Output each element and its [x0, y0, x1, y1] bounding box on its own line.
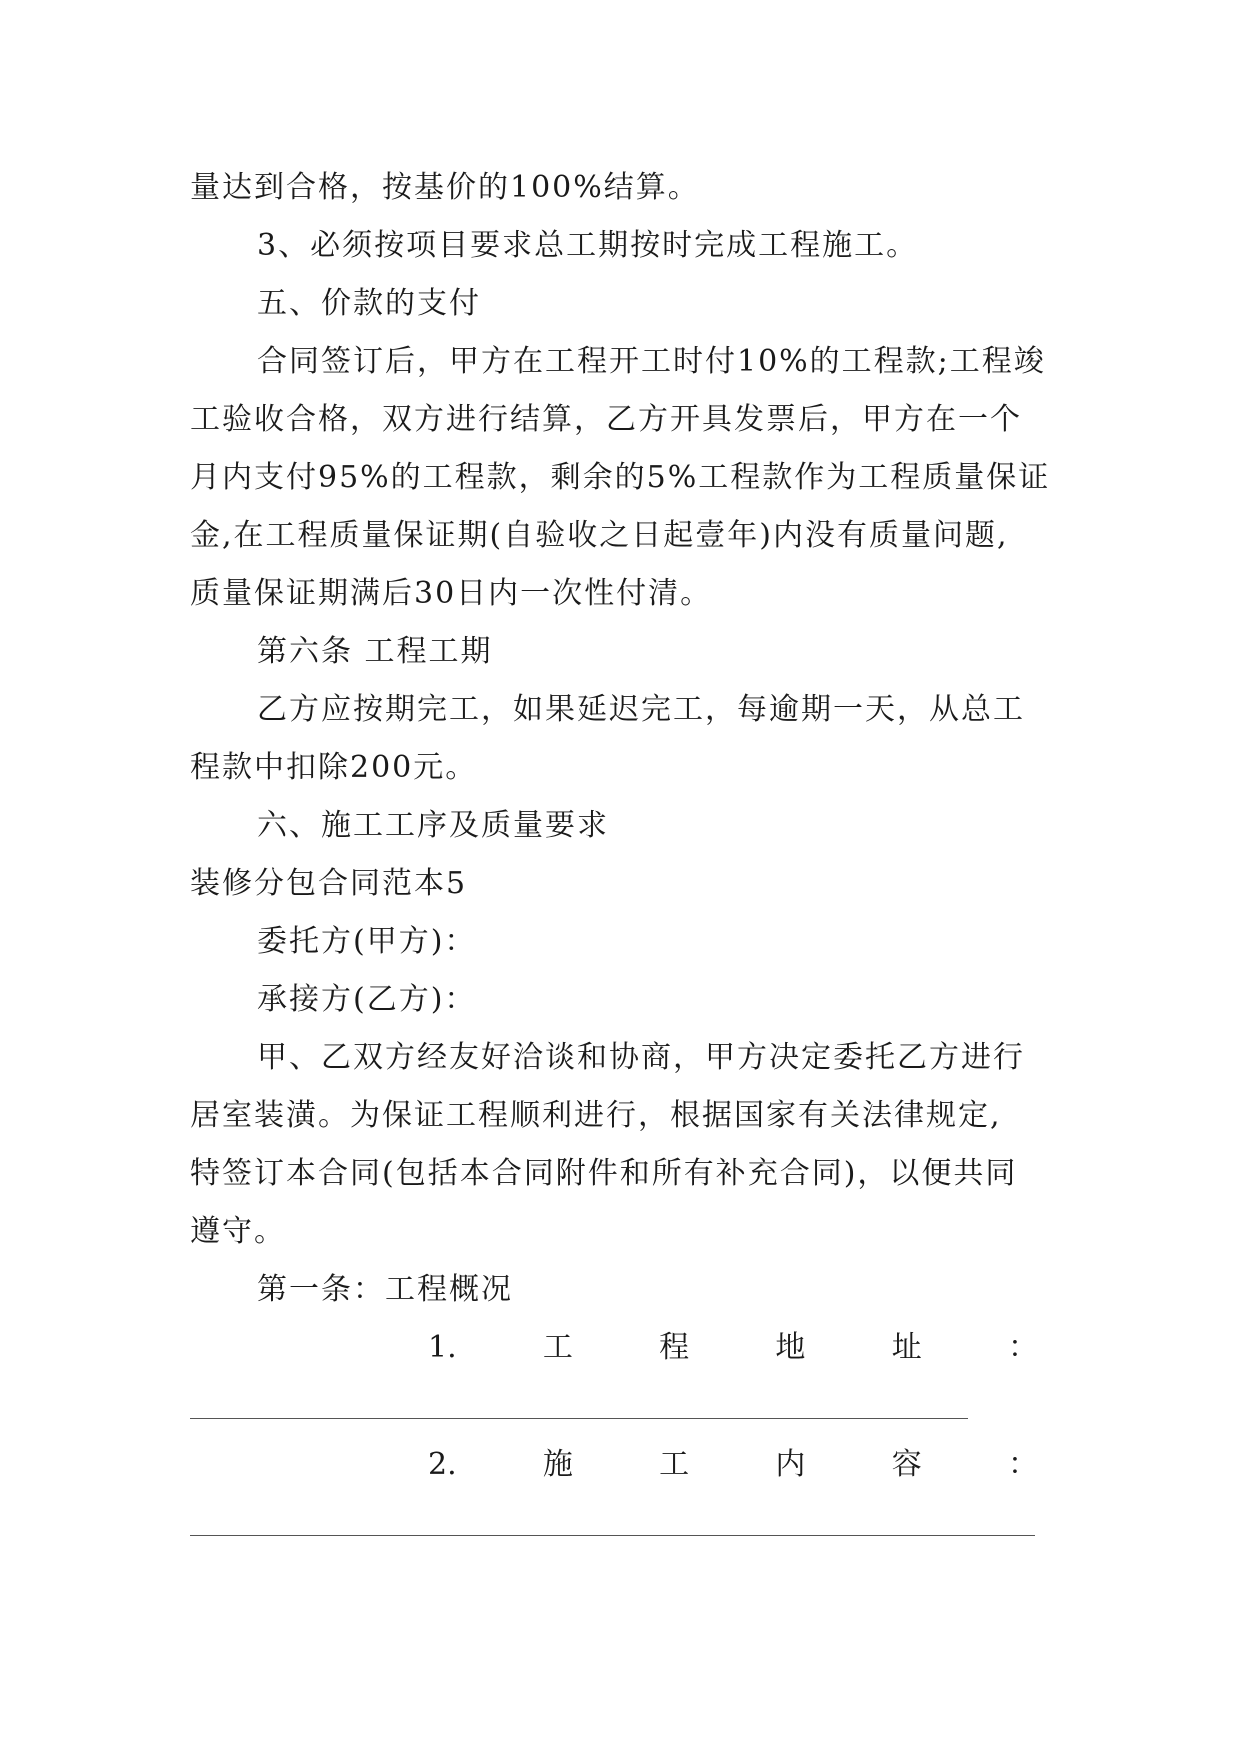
party-b-label: 承接方(乙方)： — [257, 982, 477, 1017]
paragraph-line: 量达到合格，按基价的100%结算。 — [190, 170, 700, 205]
field-char: 1. — [428, 1330, 457, 1365]
section-heading: 五、价款的支付 — [257, 286, 481, 321]
field-char: 工 — [542, 1330, 573, 1365]
paragraph-line: 月内支付95%的工程款，剩余的5%工程款作为工程质量保证 — [190, 460, 1051, 495]
paragraph-line: 金,在工程质量保证期(自验收之日起壹年)内没有质量问题, — [190, 518, 1009, 553]
paragraph-line: 质量保证期满后30日内一次性付清。 — [190, 576, 713, 611]
construction-content-label — [428, 1445, 1038, 1485]
fill-in-blank-line — [190, 1535, 1035, 1536]
section-heading: 第六条 工程工期 — [257, 634, 493, 669]
field-char: 程 — [659, 1330, 690, 1365]
paragraph-line: 合同签订后，甲方在工程开工时付10%的工程款;工程竣 — [257, 344, 1046, 379]
field-char: 施 — [542, 1447, 573, 1482]
paragraph-line: 程款中扣除200元。 — [190, 750, 478, 785]
field-char: ： — [1007, 1447, 1038, 1482]
paragraph-line: 特签订本合同(包括本合同附件和所有补充合同)，以便共同 — [190, 1156, 1018, 1191]
paragraph-line: 乙方应按期完工，如果延迟完工，每逾期一天，从总工 — [257, 692, 1025, 727]
field-char: 工 — [659, 1447, 690, 1482]
section-heading: 六、施工工序及质量要求 — [257, 808, 609, 843]
field-char: 地 — [775, 1330, 806, 1365]
party-a-label: 委托方(甲方)： — [257, 924, 477, 959]
section-heading: 第一条：工程概况 — [257, 1272, 513, 1307]
paragraph-line: 甲、乙双方经友好洽谈和协商，甲方决定委托乙方进行 — [257, 1040, 1025, 1075]
paragraph-line: 3、必须按项目要求总工期按时完成工程施工。 — [257, 228, 919, 263]
paragraph-line: 遵守。 — [190, 1214, 286, 1249]
project-address-label — [428, 1328, 1038, 1368]
document-title: 装修分包合同范本5 — [190, 866, 468, 901]
field-char: 2. — [428, 1447, 457, 1482]
paragraph-line: 工验收合格，双方进行结算，乙方开具发票后，甲方在一个 — [190, 402, 1022, 437]
paragraph-line: 居室装潢。为保证工程顺利进行，根据国家有关法律规定, — [190, 1098, 1002, 1133]
field-char: 址 — [891, 1330, 922, 1365]
field-char: ： — [1007, 1330, 1038, 1365]
field-char: 容 — [891, 1447, 922, 1482]
field-char: 内 — [775, 1447, 806, 1482]
fill-in-blank-line — [190, 1418, 968, 1419]
